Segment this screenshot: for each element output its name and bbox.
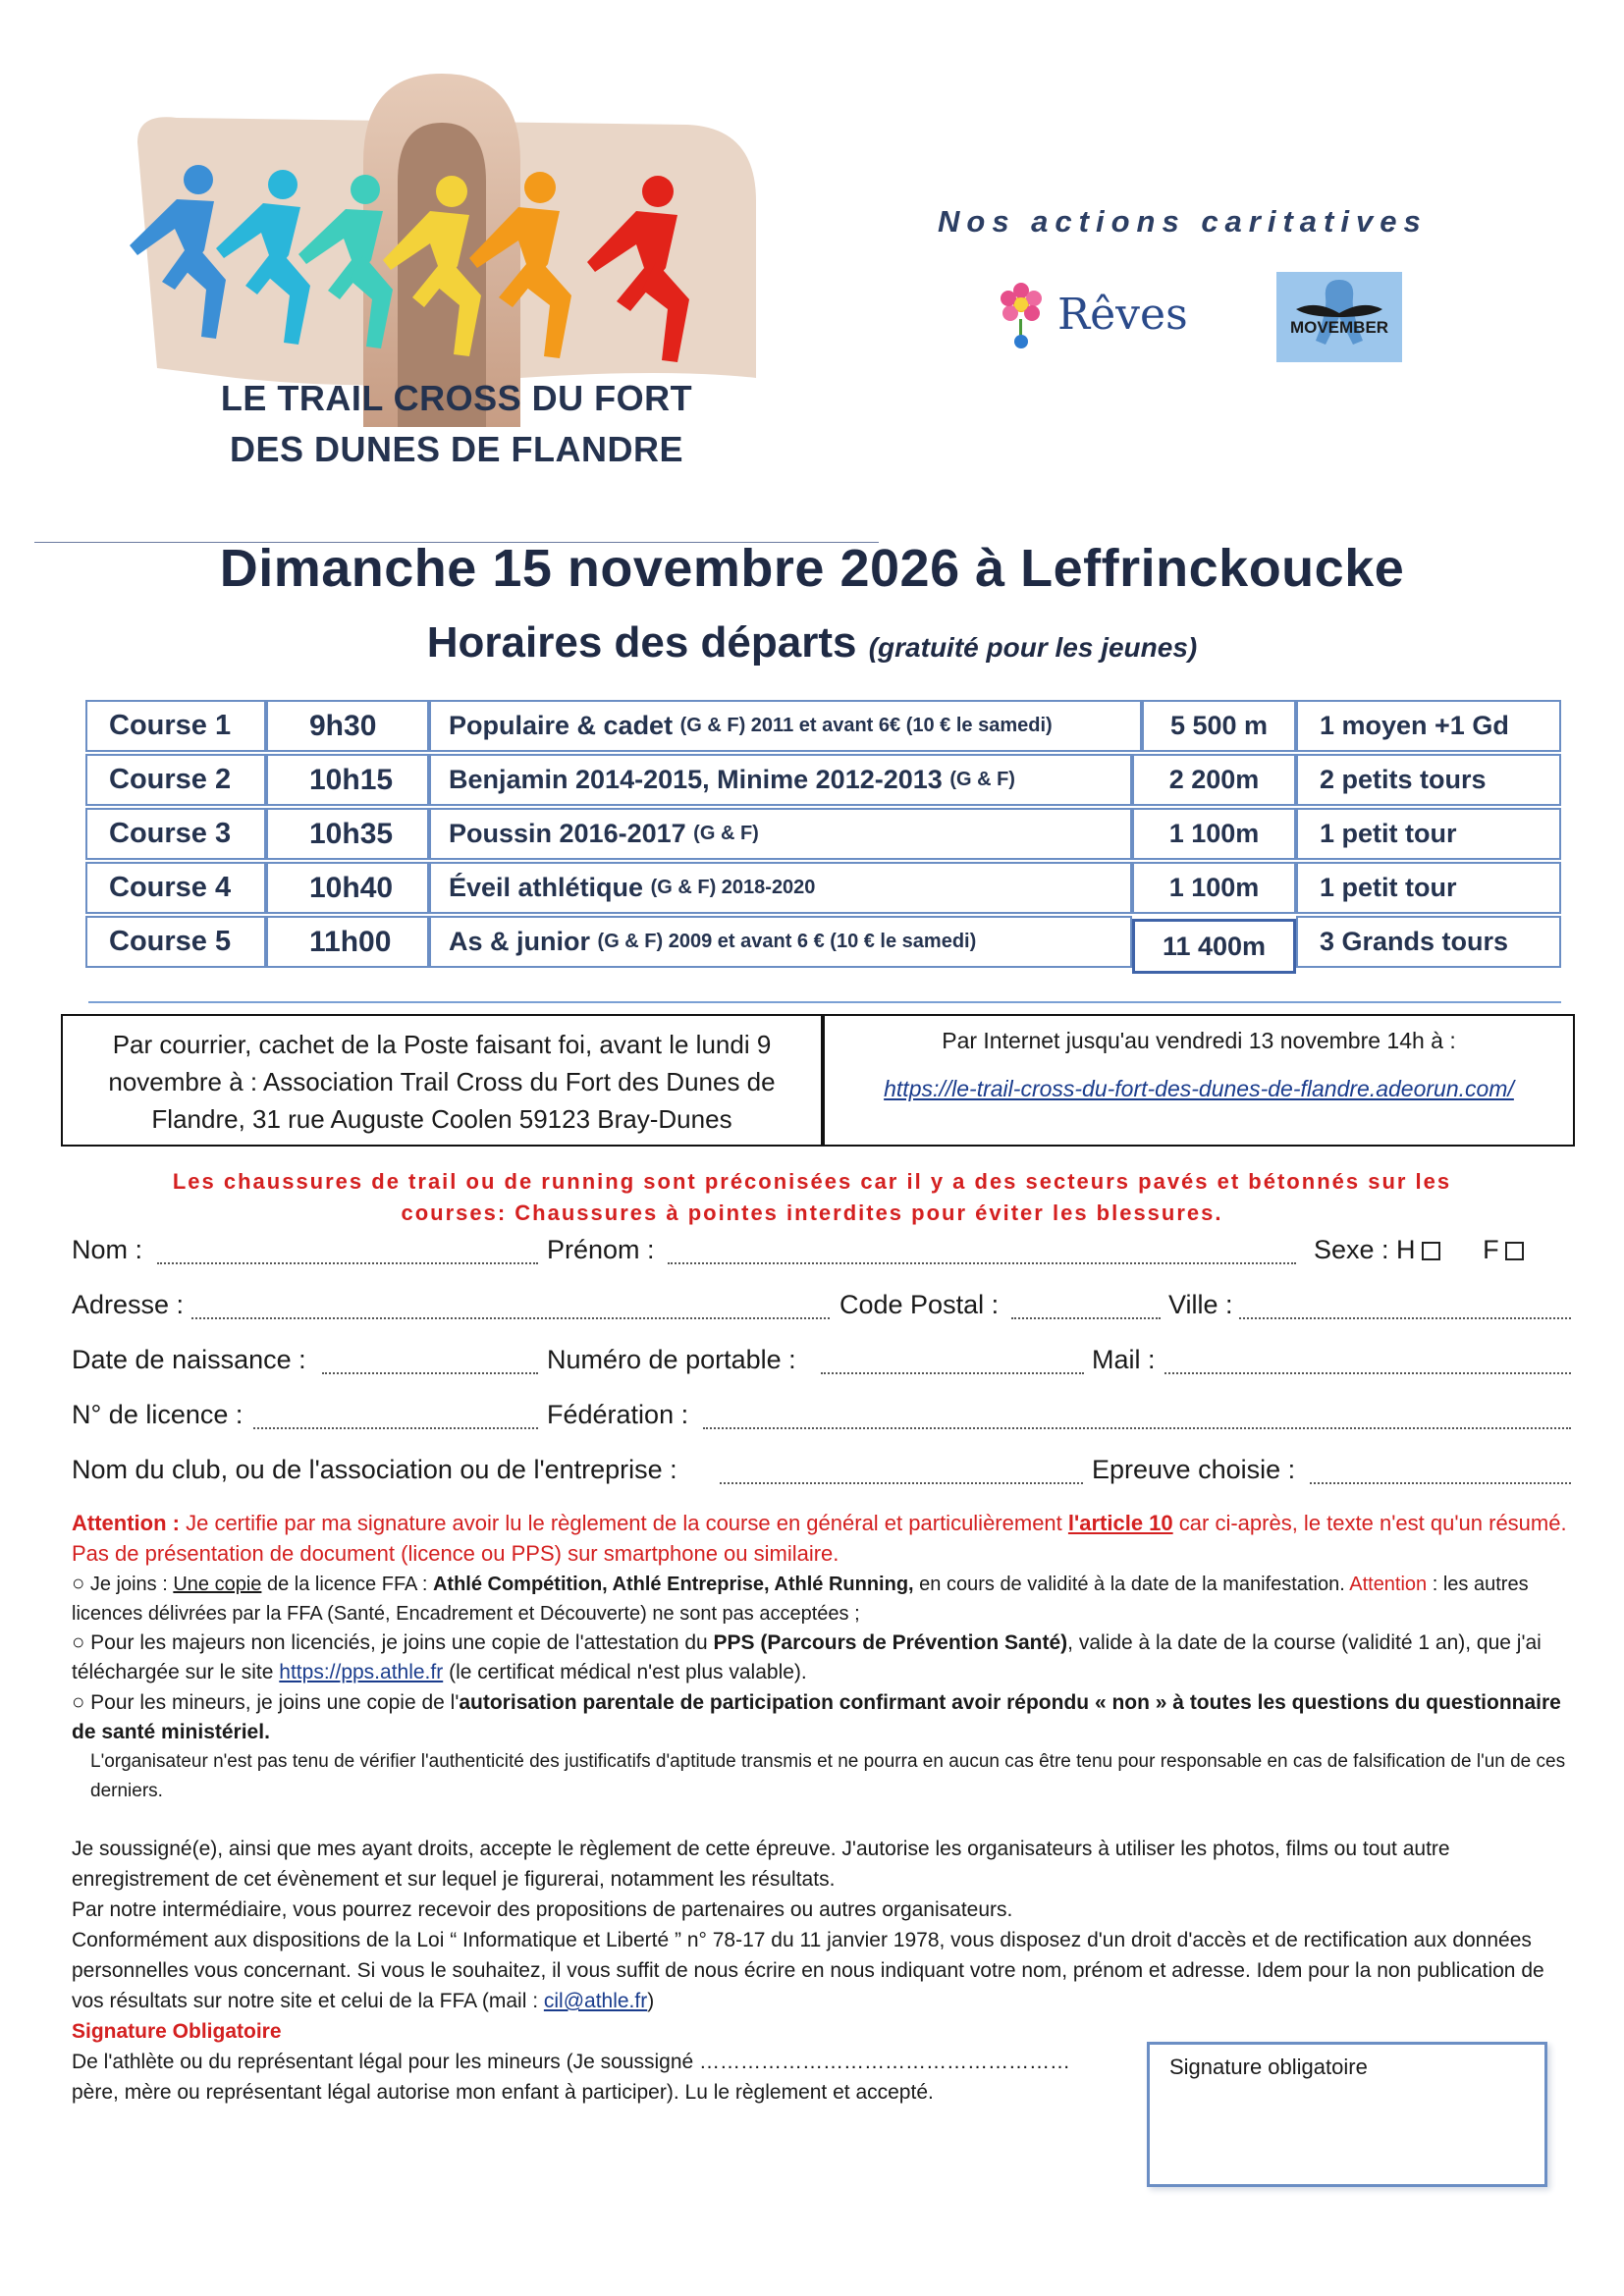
signature-box[interactable]: Signature obligatoire bbox=[1147, 2042, 1547, 2187]
bullet-circle-icon: ○ bbox=[72, 1571, 85, 1595]
charity-title: Nos actions caritatives bbox=[938, 204, 1428, 239]
course-1-laps: 1 moyen +1 Gd bbox=[1296, 700, 1561, 752]
cil-mail-link[interactable]: cil@athle.fr bbox=[543, 1990, 648, 2012]
adresse-field[interactable] bbox=[191, 1317, 830, 1319]
date-naissance-field[interactable] bbox=[322, 1372, 538, 1374]
reves-text: Rêves bbox=[1057, 290, 1188, 340]
ville-field[interactable] bbox=[1239, 1317, 1571, 1319]
course-3-time: 10h35 bbox=[266, 808, 429, 860]
bullet2-pps: PPS bbox=[713, 1631, 755, 1654]
bullet1-text-c: en cours de validité à la date de la manifestation. bbox=[919, 1574, 1345, 1595]
course-1-desc bbox=[429, 700, 1142, 752]
bullet1-copy: Une copie bbox=[173, 1574, 262, 1595]
signature-line-2: père, mère ou représentant légal autorise mon enfant à participer). Lu le règlement et accepté. bbox=[72, 2081, 934, 2104]
signature-line-1: De l'athlète ou du représentant légal pour les mineurs (Je soussigné ……………………………………………… bbox=[72, 2051, 1071, 2073]
attention-label: Attention : bbox=[72, 1511, 180, 1535]
course-3-details: (G & F) bbox=[693, 823, 759, 844]
bullet3-text-a: Pour les mineurs, je joins une copie de l' bbox=[90, 1691, 460, 1714]
mail-label: Mail : bbox=[1092, 1345, 1156, 1374]
course-1-distance: 5 500 m bbox=[1142, 700, 1296, 752]
course-4-distance: 1 100m bbox=[1132, 862, 1296, 914]
subtitle-main: Horaires des départs bbox=[426, 618, 857, 667]
code-postal-field[interactable] bbox=[1011, 1317, 1161, 1319]
bullet1-text-b: de la licence FFA : bbox=[266, 1574, 428, 1595]
bullet-pps bbox=[72, 1628, 1574, 1687]
bullet-mineurs bbox=[72, 1687, 1574, 1747]
bullet2-text-b: , valide à la date de la course (validité 1 an), que j'ai téléchargée sur le site bbox=[72, 1631, 1542, 1683]
club-field[interactable] bbox=[720, 1482, 1083, 1484]
course-2-distance: 2 200m bbox=[1132, 754, 1296, 806]
sexe-f-checkbox[interactable] bbox=[1505, 1242, 1524, 1260]
federation-field[interactable] bbox=[703, 1427, 1571, 1429]
course-3-distance: 1 100m bbox=[1132, 808, 1296, 860]
legal-paragraph-1: Je soussigné(e), ainsi que mes ayant droits, accepte le règlement de cette épreuve. J'autorise les organisateurs à utiliser les photos, films ou tout autre enregistrement de cet évènement et sur lequel je figurerai, notamment les résultats. bbox=[72, 1838, 1450, 1891]
epreuve-label: Epreuve choisie : bbox=[1092, 1455, 1296, 1484]
attention-text-b: car ci-après, le texte n'est qu'un résumé. Pas de présentation de document (licence ou PPS) sur smartphone ou similaire. bbox=[72, 1511, 1567, 1566]
logo-title-line1: LE TRAIL CROSS DU FORT bbox=[220, 378, 693, 418]
registration-web-text: Par Internet jusqu'au vendredi 13 novembre 14h à : bbox=[942, 1028, 1456, 1053]
bullet2-text-c: (le certificat médical n'est plus valable). bbox=[449, 1661, 807, 1683]
registration-web-link[interactable]: https://le-trail-cross-du-fort-des-dunes-de-flandre.adeorun.com/ bbox=[884, 1076, 1514, 1101]
divider-middle bbox=[88, 1001, 1561, 1003]
course-1-category: Populaire & cadet bbox=[449, 711, 674, 740]
course-4-details: (G & F) 2018-2020 bbox=[650, 877, 816, 898]
nom-field[interactable] bbox=[157, 1262, 538, 1264]
pps-link[interactable]: https://pps.athle.fr bbox=[279, 1661, 444, 1683]
bullet1-attention: Attention bbox=[1349, 1574, 1428, 1595]
course-5-details: (G & F) 2009 et avant 6 € (10 € le samedi) bbox=[597, 931, 977, 952]
legal-paragraph-2: Par notre intermédiaire, vous pourrez recevoir des propositions de partenaires ou autres organisateurs. bbox=[72, 1898, 1013, 1921]
course-4-laps: 1 petit tour bbox=[1296, 862, 1561, 914]
course-5-desc bbox=[429, 916, 1132, 968]
course-1-details: (G & F) 2011 et avant 6€ (10 € le samedi) bbox=[679, 715, 1053, 736]
attention-article: l'article 10 bbox=[1067, 1511, 1173, 1535]
course-5-name: Course 5 bbox=[85, 916, 266, 968]
course-5-category: As & junior bbox=[449, 927, 591, 956]
bullet1-text-d: : les autres licences délivrées par la FFA (Santé, Encadrement et Découverte) ne sont pas acceptées ; bbox=[72, 1574, 1529, 1625]
movember-text: MOVEMBER bbox=[1289, 318, 1389, 337]
event-logo bbox=[79, 54, 766, 515]
course-4-desc bbox=[429, 862, 1132, 914]
portable-field[interactable] bbox=[821, 1372, 1084, 1374]
course-2-details: (G & F) bbox=[949, 769, 1015, 790]
course-3-desc bbox=[429, 808, 1132, 860]
course-4-time: 10h40 bbox=[266, 862, 429, 914]
legal-p3-end: ) bbox=[647, 1990, 655, 2012]
event-subtitle bbox=[0, 618, 1624, 667]
course-4-category: Éveil athlétique bbox=[449, 873, 644, 902]
code-postal-label: Code Postal : bbox=[839, 1290, 1000, 1319]
bullet-licence bbox=[72, 1569, 1574, 1629]
shoes-warning bbox=[98, 1166, 1526, 1229]
course-5-distance: 11 400m bbox=[1132, 919, 1296, 974]
legal-p3-text: Conformément aux dispositions de la Loi “ Informatique et Liberté ” n° 78-17 du 11 janvier 1978, vous disposez d'un droit d'accès et de rectification aux données personnelles vous concernant. Si vous le souhaitez, il vous suffit de nous écrire en nous indiquant votre nom, prénom et adresse. Idem pour la non publication de vos résultats sur notre site et celui de la FFA (mail : bbox=[72, 1929, 1544, 2012]
bullet2-pps-full: (Parcours de Prévention Santé) bbox=[760, 1631, 1068, 1654]
flower-icon bbox=[1001, 283, 1042, 348]
date-naissance-label: Date de naissance : bbox=[72, 1345, 306, 1374]
bullet2-text-a: Pour les majeurs non licenciés, je joins une copie de l'attestation du bbox=[90, 1631, 708, 1654]
sexe-label: Sexe : H bbox=[1314, 1235, 1416, 1264]
registration-web-box bbox=[823, 1014, 1575, 1147]
bullet1-bold: Athlé Compétition, Athlé Entreprise, Athlé Running, bbox=[432, 1574, 914, 1595]
prenom-field[interactable] bbox=[668, 1262, 1296, 1264]
ville-label: Ville : bbox=[1168, 1290, 1233, 1319]
sexe-group bbox=[1314, 1235, 1524, 1265]
course-3-category: Poussin 2016-2017 bbox=[449, 819, 686, 848]
sexe-f-label: F bbox=[1483, 1235, 1499, 1264]
mail-field[interactable] bbox=[1164, 1372, 1571, 1374]
organiser-note: L'organisateur n'est pas tenu de vérifier l'authenticité des justificatifs d'aptitude transmis et ne pourra en aucun cas être tenu pour responsable en cas de falsification de l'un de ces derniers. bbox=[90, 1751, 1566, 1801]
movember-logo bbox=[1276, 272, 1402, 362]
licence-label: N° de licence : bbox=[72, 1400, 244, 1429]
legal-paragraph-3 bbox=[72, 1925, 1574, 2016]
signature-title: Signature Obligatoire bbox=[72, 2020, 282, 2043]
course-5-time: 11h00 bbox=[266, 916, 429, 968]
course-2-name: Course 2 bbox=[85, 754, 266, 806]
subtitle-note: (gratuité pour les jeunes) bbox=[868, 632, 1198, 663]
sexe-h-checkbox[interactable] bbox=[1422, 1242, 1440, 1260]
bullet-circle-icon: ○ bbox=[72, 1689, 85, 1714]
bullet1-text-a: Je joins : bbox=[89, 1574, 168, 1595]
reves-logo bbox=[987, 275, 1193, 353]
nom-label: Nom : bbox=[72, 1235, 143, 1264]
bullet3-bold: autorisation parentale de participation confirmant avoir répondu « non » à toutes les questions du questionnaire de santé ministériel. bbox=[72, 1691, 1561, 1743]
course-3-laps: 1 petit tour bbox=[1296, 808, 1561, 860]
attention-text-a: Je certifie par ma signature avoir lu le règlement de la course en général et particulièrement bbox=[186, 1511, 1062, 1535]
course-2-time: 10h15 bbox=[266, 754, 429, 806]
course-4-name: Course 4 bbox=[85, 862, 266, 914]
course-1-name: Course 1 bbox=[85, 700, 266, 752]
course-2-desc bbox=[429, 754, 1132, 806]
registration-mail-box: Par courrier, cachet de la Poste faisant foi, avant le lundi 9 novembre à : Association Trail Cross du Fort des Dunes de Flandre, 31 rue Auguste Coolen 59123 Bray-Dunes bbox=[61, 1014, 823, 1147]
attention-paragraph bbox=[72, 1508, 1574, 1569]
club-label: Nom du club, ou de l'association ou de l'entreprise : bbox=[72, 1455, 677, 1484]
prenom-label: Prénom : bbox=[547, 1235, 655, 1264]
warning-line1: Les chaussures de trail ou de running sont préconisées car il y a des secteurs pavés et bétonnés sur les bbox=[172, 1169, 1452, 1194]
event-title: Dimanche 15 novembre 2026 à Leffrinckoucke bbox=[219, 539, 1405, 598]
course-1-time: 9h30 bbox=[266, 700, 429, 752]
course-5-laps: 3 Grands tours bbox=[1296, 916, 1561, 968]
warning-line2: courses: Chaussures à pointes interdites pour éviter les blessures. bbox=[401, 1201, 1223, 1225]
adresse-label: Adresse : bbox=[72, 1290, 185, 1319]
logo-title-line2: DES DUNES DE FLANDRE bbox=[229, 429, 684, 469]
epreuve-field[interactable] bbox=[1310, 1482, 1571, 1484]
bullet-circle-icon: ○ bbox=[72, 1629, 85, 1654]
course-2-laps: 2 petits tours bbox=[1296, 754, 1561, 806]
federation-label: Fédération : bbox=[547, 1400, 689, 1429]
course-3-name: Course 3 bbox=[85, 808, 266, 860]
portable-label: Numéro de portable : bbox=[547, 1345, 796, 1374]
licence-field[interactable] bbox=[253, 1427, 538, 1429]
course-2-category: Benjamin 2014-2015, Minime 2012-2013 bbox=[449, 765, 943, 794]
